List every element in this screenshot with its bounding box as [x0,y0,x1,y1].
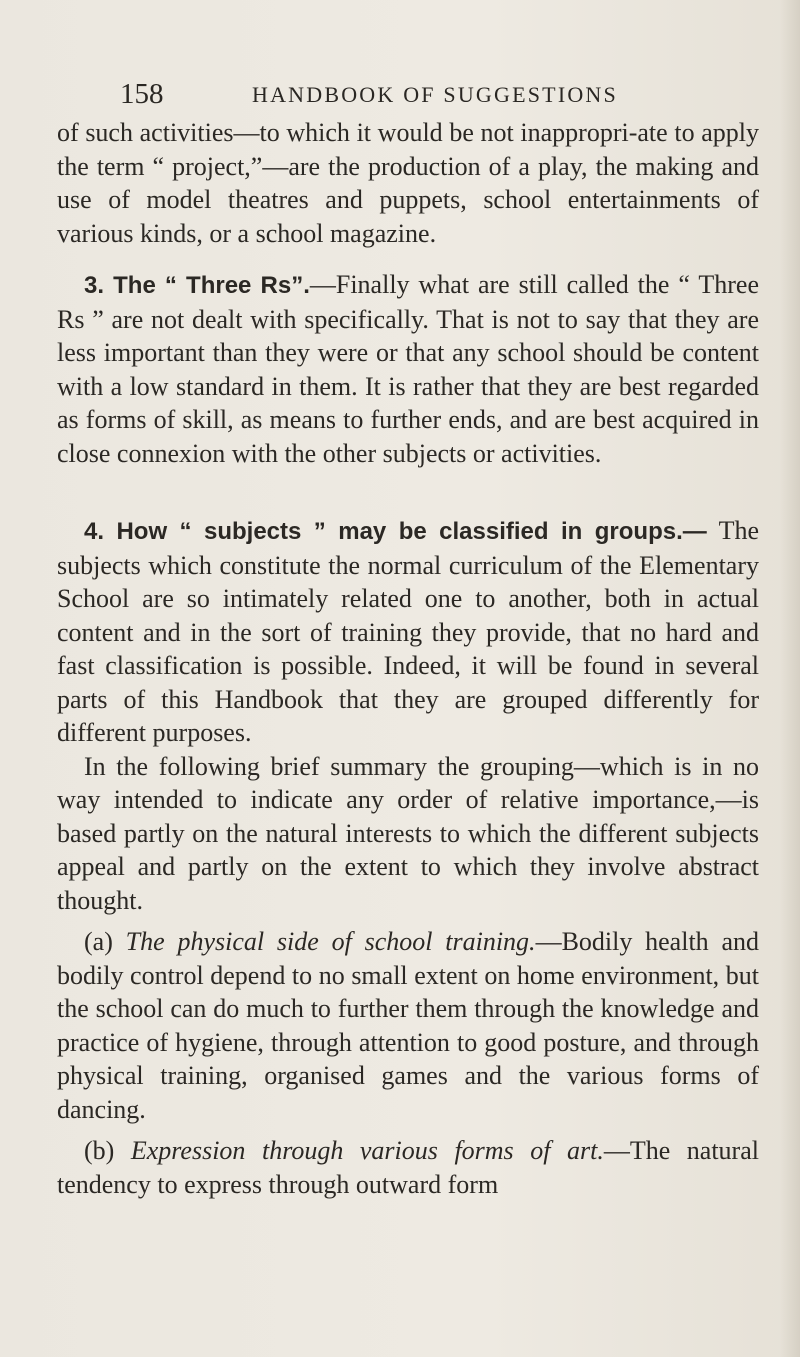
summary-paragraph: In the following brief summary the grouping—which is in no way intended to indicate any order of relative importance,—is based partly on the natural interests to which the different subjects appeal and partly on the extent to which they involve abstract thought. [57,751,759,915]
section-3-paragraph [57,268,759,470]
body-text [57,116,759,1201]
section-3-body: —Finally what are still called the “ Three Rs ” are not dealt with specifically. That is not to say that they are less important than they were or that any school should be content with a low standard in them. It is rather that they are best regarded as forms of skill, as means to further ends, and are best acquired in close connexion with the other subjects or activities. [57,270,760,468]
running-head: HANDBOOK OF SUGGESTIONS [252,82,618,107]
item-a-label: (a) [84,927,126,956]
item-b-paragraph [57,1134,759,1201]
section-3-heading: 3. The “ Three Rs”. [84,272,310,299]
page-number: 158 [120,78,164,110]
section-4-paragraph [57,514,759,750]
item-a-title: The physical side of school training. [125,927,536,956]
section-4-heading: 4. How “ subjects ” may be classified in groups.— [84,518,707,545]
item-b-label: (b) [84,1136,131,1165]
section-4-body: The subjects which constitute the normal curriculum of the Elementary School are so intimately related one to another, both in actual content and in the sort of training they provide, that no hard and fast classification is possible. Indeed, it will be found in several parts of this Handbook that they are grouped differently for different purposes. [57,516,760,747]
item-a-body: —Bodily health and bodily control depend to no small extent on home environment, but the school can do much to further them through the knowledge and practice of hygiene, through attention to good posture, and through physical training, organised games and the various forms of dancing. [57,927,760,1124]
item-a-paragraph [57,925,759,1126]
paragraph-continuation: of such activities—to which it would be not inappropri-ate to apply the term “ project,”—are the production of a play, the making and use of model theatres and puppets, school entertainments of various kinds, or a school magazine. [57,118,759,248]
item-b-title: Expression through various forms of art. [130,1136,604,1165]
item-b-body: —The natural tendency to express through outward form [57,1136,759,1199]
page-edge-shadow [780,0,800,1357]
